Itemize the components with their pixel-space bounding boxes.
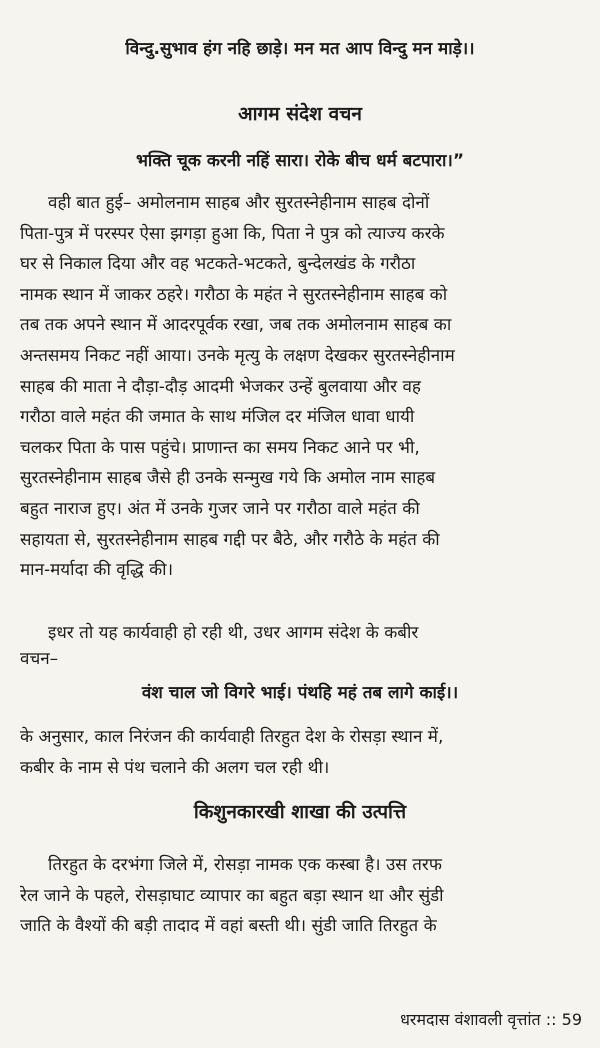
text-line: कबीर के नाम से पंथ चलाने की अलग चल रही थी। xyxy=(20,757,330,778)
text-line: तब तक अपने स्थान में आदरपूर्वक रखा, जब तक अमोलनाम साहब का xyxy=(20,315,452,336)
text-line: पिता-पुत्र में परस्पर ऐसा झगड़ा हुआ कि, पिता ने पुत्र को त्याज्य करके xyxy=(20,223,445,244)
text-line: चलकर पिता के पास पहुंचे। प्राणान्त का समय निकट आने पर भी, xyxy=(20,437,420,458)
paragraph-story xyxy=(20,188,586,586)
text-line: वचन– xyxy=(20,649,59,669)
text-line: रेल जाने के पहले, रोसड़ाघाट व्यापार का बहुत बड़ा स्थान था और सुंडी xyxy=(20,885,444,906)
text-line: अन्तसमय निकट नहीं आया। उनके मृत्यु के लक्षण देखकर सुरतस्नेहीनाम xyxy=(20,345,455,366)
heading-kishunkarkhi: किशुनकारखी शाखा की उत्पत्ति xyxy=(193,801,407,823)
paragraph-rosada xyxy=(20,722,586,783)
heading-agam-sandesh: आगम संदेश वचन xyxy=(238,103,362,125)
text-line: के अनुसार, काल निरंजन की कार्यवाही तिरहुत देश के रोसड़ा स्थान में, xyxy=(20,727,444,747)
paragraph-tirhut xyxy=(20,850,586,942)
paragraph-agam-intro xyxy=(20,620,586,672)
text-line: मान-मर्यादा की वृद्धि की। xyxy=(20,560,174,581)
verse-bhakti: भक्ति चूक करनी नहिं सारा। रोके बीच धर्म बटपारा।” xyxy=(135,151,464,171)
page-footer: धरमदास वंशावली वृत्तांत :: 59 xyxy=(400,1010,582,1029)
text-line: सहायता से, सुरतस्नेहीनाम साहब गद्दी पर बैठे, और गरौठे के महंत की xyxy=(20,529,440,550)
text-line: गरौठा वाले महंत की जमात के साथ मंजिल दर मंजिल धावा धायी xyxy=(20,407,415,428)
text-line: जाति के वैश्यों की बड़ी तादाद में वहां बस्ती थी। सुंडी जाति तिरहुत के xyxy=(20,916,437,937)
text-line: साहब की माता ने दौड़ा-दौड़ आदमी भेजकर उन्हें बुलवाया और वह xyxy=(20,376,421,397)
text-line: तिरहुत के दरभंगा जिले में, रोसड़ा नामक एक कस्बा है। उस तरफ xyxy=(48,855,442,875)
text-line: सुरतस्नेहीनाम साहब जैसे ही उनके सन्मुख गये कि अमोल नाम साहब xyxy=(20,468,436,489)
text-line: इधर तो यह कार्यवाही हो रही थी, उधर आगम संदेश के कबीर xyxy=(48,623,419,643)
text-line: नामक स्थान में जाकर ठहरे। गरौठा के महंत ने सुरतस्नेहीनाम साहब को xyxy=(20,284,448,305)
verse-bindu: विन्दु.सुभाव हंग नहि छाड़े। मन मत आप विन्दु मन माड़े।। xyxy=(125,39,475,59)
verse-vansh: वंश चाल जो विगरे भाई। पंथहि महं तब लागे काई।। xyxy=(141,683,459,703)
text-line: घर से निकाल दिया और वह भटकते-भटकते, बुन्देलखंड के गरौठा xyxy=(20,254,416,275)
text-line: वही बात हुई– अमोलनाम साहब और सुरतस्नेहीनाम साहब दोनों xyxy=(48,193,430,213)
text-line: बहुत नाराज हुए। अंत में उनके गुजर जाने पर गरौठा वाले महंत की xyxy=(20,498,420,519)
